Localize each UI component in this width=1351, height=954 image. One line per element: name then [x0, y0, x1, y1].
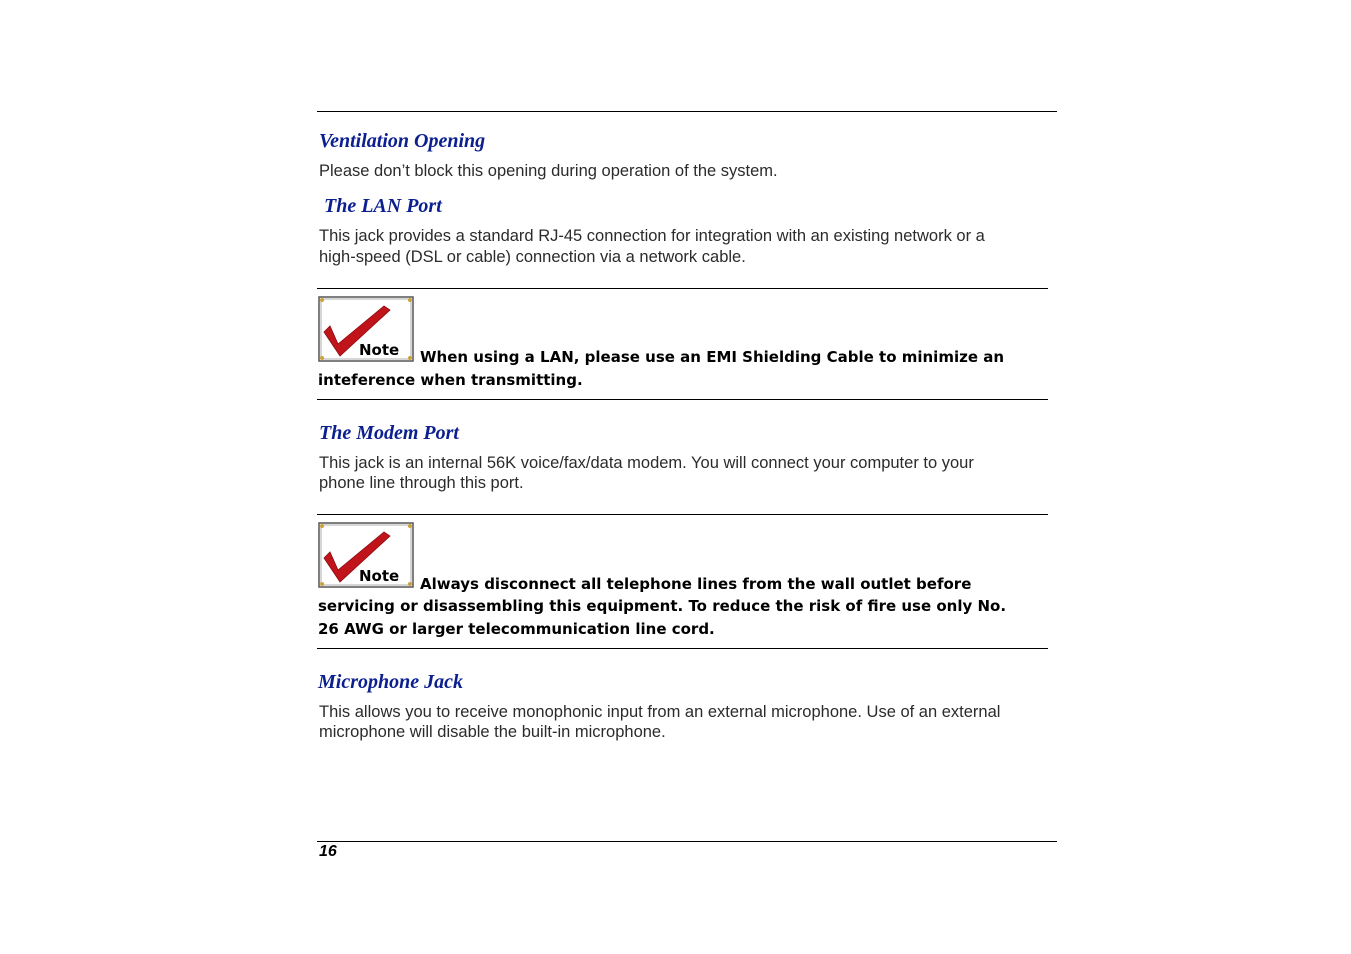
footer-rule [317, 841, 1057, 842]
lan-heading: The LAN Port [324, 195, 442, 217]
page-number: 16 [319, 843, 337, 860]
modem-note-line3: 26 AWG or larger telecommunication line cord. [318, 620, 715, 638]
ventilation-body: Please don’t block this opening during operation of the system. [319, 162, 778, 180]
lan-note-top-rule [317, 288, 1048, 289]
ventilation-heading: Ventilation Opening [319, 130, 486, 152]
modem-note-line1: Always disconnect all telephone lines from the wall outlet before [420, 575, 972, 593]
note-icon-label: Note [359, 341, 400, 359]
lan-body-line2: high-speed (DSL or cable) connection via a network cable. [319, 248, 746, 266]
modem-body-line1: This jack is an internal 56K voice/fax/data modem. You will connect your computer to your [319, 454, 974, 472]
modem-note-top-rule [317, 514, 1048, 515]
note-icon-label: Note [359, 567, 400, 585]
lan-note-line1: When using a LAN, please use an EMI Shielding Cable to minimize an [420, 348, 1005, 366]
modem-heading: The Modem Port [319, 422, 459, 444]
lan-note-bottom-rule [317, 399, 1048, 400]
top-rule [317, 111, 1057, 112]
microphone-body-line1: This allows you to receive monophonic input from an external microphone. Use of an external [319, 703, 1001, 721]
microphone-body-line2: microphone will disable the built-in microphone. [319, 723, 666, 741]
lan-note-line2: inteference when transmitting. [318, 371, 583, 389]
note-checkmark-icon [318, 296, 414, 362]
note-checkmark-icon [318, 522, 414, 588]
microphone-heading: Microphone Jack [318, 671, 463, 693]
modem-note-bottom-rule [317, 648, 1048, 649]
modem-note-line2: servicing or disassembling this equipment. To reduce the risk of fire use only No. [318, 597, 1007, 615]
lan-body-line1: This jack provides a standard RJ-45 connection for integration with an existing network or a [319, 227, 985, 245]
modem-body-line2: phone line through this port. [319, 474, 524, 492]
